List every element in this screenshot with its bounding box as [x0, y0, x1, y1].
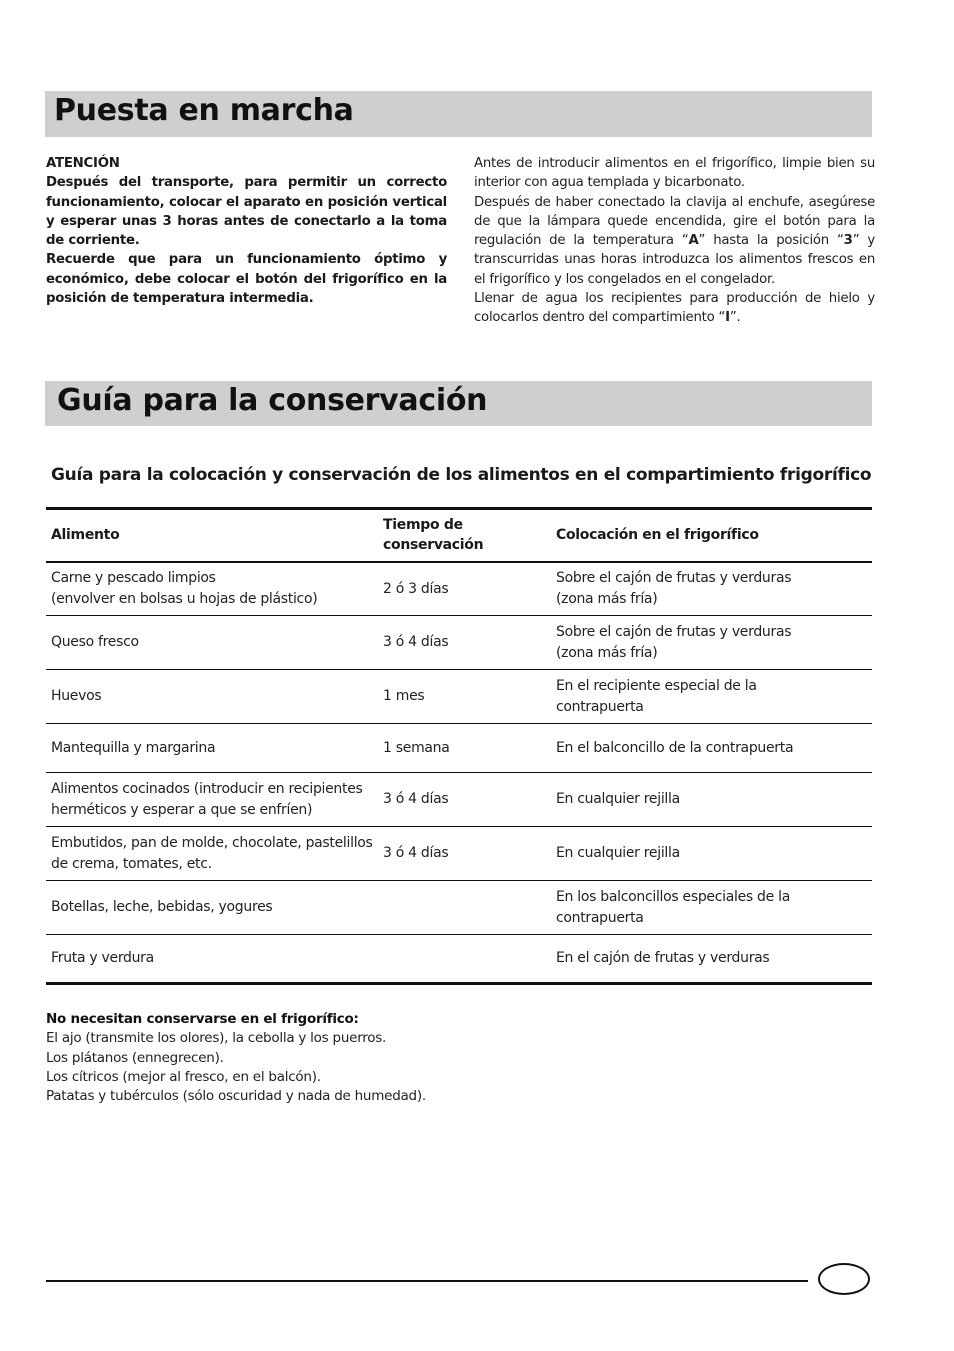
- cell-text: herméticos y esperar a que se enfríen): [51, 801, 313, 818]
- header-time-line1: Tiempo de: [383, 517, 463, 534]
- cell-text: Huevos: [51, 688, 102, 705]
- table-row: [46, 616, 872, 670]
- table-subheading: Guía para la colocación y conservación de los alimentos en el compartimiento frigorífico: [51, 465, 872, 485]
- cell-text: (envolver en bolsas u hojas de plástico): [51, 590, 318, 607]
- warning-paragraph-1: Después del transporte, para permitir un correcto funcionamiento, colocar el aparato en posición vertical y esperar unas 3 horas antes de conectarlo a la toma de corriente.: [46, 175, 447, 249]
- cell-text: Sobre el cajón de frutas y verduras: [556, 624, 792, 640]
- table-row: [46, 827, 872, 881]
- cell-place: [551, 616, 872, 670]
- cell-time: [378, 881, 551, 935]
- cell-time: [378, 670, 551, 724]
- cell-place: [551, 562, 872, 616]
- footer-rule: [46, 1280, 808, 1282]
- cell-text: Fruta y verdura: [51, 950, 154, 967]
- section-header-guia-conservacion: [45, 381, 872, 426]
- instructions-paragraph-2: [474, 193, 875, 289]
- table-header-row: [46, 509, 872, 562]
- cell-text: En el cajón de frutas y verduras: [556, 950, 770, 967]
- cell-text: Sobre el cajón de frutas y verduras: [556, 570, 792, 587]
- cell-text: En los balconcillos especiales de la: [556, 889, 790, 905]
- table-row: [46, 724, 872, 773]
- table-row: [46, 670, 872, 724]
- cell-time: [378, 724, 551, 773]
- cell-text: Carne y pescado limpios: [51, 570, 216, 587]
- page-number-oval: [818, 1263, 870, 1295]
- cell-text: Queso fresco: [51, 634, 139, 651]
- cell-time: [378, 935, 551, 984]
- header-place: Colocación en el frigorífico: [551, 509, 872, 562]
- cell-time: [378, 773, 551, 827]
- header-time-line2: conservación: [383, 537, 484, 554]
- instructions-paragraph-3: [474, 289, 875, 328]
- cell-food: [46, 881, 378, 935]
- table-row: [46, 935, 872, 984]
- cell-place: [551, 773, 872, 827]
- cell-text: En cualquier rejilla: [556, 791, 680, 808]
- cell-place: [551, 881, 872, 935]
- warning-column: [46, 154, 447, 308]
- cell-text: contrapuerta: [556, 909, 644, 926]
- cell-place: [551, 827, 872, 881]
- cell-text: contrapuerta: [556, 698, 644, 715]
- cell-text: Mantequilla y margarina: [51, 739, 216, 756]
- note-item: Los plátanos (ennegrecen).: [46, 1049, 224, 1066]
- note-item: Patatas y tubérculos (sólo oscuridad y nada de humedad).: [46, 1088, 426, 1105]
- cell-text: Alimentos cocinados (introducir en recipientes: [51, 781, 363, 797]
- cell-food: [46, 616, 378, 670]
- instructions-column: [474, 154, 875, 328]
- table-row: [46, 773, 872, 827]
- table-row: [46, 881, 872, 935]
- text-fragment: ” hasta la posición “: [698, 233, 844, 249]
- notes-block: [46, 1010, 746, 1106]
- cell-text: En el recipiente especial de la: [556, 678, 757, 694]
- cell-food: [46, 773, 378, 827]
- table-row: [46, 562, 872, 616]
- section-title: Puesta en marcha: [54, 93, 354, 128]
- compartment-i: I: [725, 310, 730, 326]
- cell-text: (zona más fría): [556, 644, 658, 661]
- cell-place: [551, 935, 872, 984]
- header-time: [378, 509, 551, 562]
- cell-food: [46, 827, 378, 881]
- cell-food: [46, 724, 378, 773]
- text-fragment: ” y transcurridas unas horas introduzca los alimentos frescos en el frigorífico y los congelados en el congelador.: [474, 233, 875, 287]
- cell-food: [46, 670, 378, 724]
- cell-place: [551, 724, 872, 773]
- cell-text: 1 semana: [383, 739, 450, 756]
- cell-food: [46, 562, 378, 616]
- cell-place: [551, 670, 872, 724]
- cell-time: [378, 616, 551, 670]
- note-item: Los cítricos (mejor al fresco, en el balcón).: [46, 1068, 321, 1085]
- cell-time: [378, 827, 551, 881]
- cell-text: Embutidos, pan de molde, chocolate, pastelillos: [51, 835, 373, 851]
- cell-time: [378, 562, 551, 616]
- notes-title: No necesitan conservarse en el frigorífico:: [46, 1011, 359, 1027]
- warning-paragraph-2: Recuerde que para un funcionamiento óptimo y económico, debe colocar el botón del frigorífico en la posición de temperatura intermedia.: [46, 252, 447, 307]
- dial-position-3: 3: [843, 233, 853, 249]
- text-fragment: Llenar de agua los recipientes para producción de hielo y colocarlos dentro del compartimiento “: [474, 291, 875, 326]
- cell-text: 1 mes: [383, 688, 425, 705]
- cell-text: En cualquier rejilla: [556, 845, 680, 862]
- section-title: Guía para la conservación: [57, 383, 488, 418]
- dial-position-a: A: [688, 233, 699, 249]
- cell-food: [46, 935, 378, 984]
- storage-table: [46, 507, 872, 985]
- cell-text: de crema, tomates, etc.: [51, 855, 212, 872]
- instructions-paragraph-1: Antes de introducir alimentos en el frigorífico, limpie bien su interior con agua templada y bicarbonato.: [474, 156, 875, 191]
- text-fragment: Después de haber conectado la clavija al enchufe, asegúrese de que la lámpara quede encendida, gire el botón para la regulación de la temperatura “: [474, 194, 875, 249]
- cell-text: (zona más fría): [556, 590, 658, 607]
- section-header-puesta-en-marcha: [45, 91, 872, 137]
- text-fragment: ”.: [729, 310, 741, 326]
- cell-text: 2 ó 3 días: [383, 580, 449, 597]
- cell-text: 3 ó 4 días: [383, 634, 449, 651]
- warning-heading: ATENCIÓN: [46, 156, 120, 171]
- note-item: El ajo (transmite los olores), la cebolla y los puerros.: [46, 1030, 387, 1047]
- cell-text: 3 ó 4 días: [383, 845, 449, 862]
- cell-text: En el balconcillo de la contrapuerta: [556, 739, 794, 756]
- cell-text: 3 ó 4 días: [383, 791, 449, 808]
- cell-text: Botellas, leche, bebidas, yogures: [51, 899, 273, 916]
- header-food: Alimento: [46, 509, 378, 562]
